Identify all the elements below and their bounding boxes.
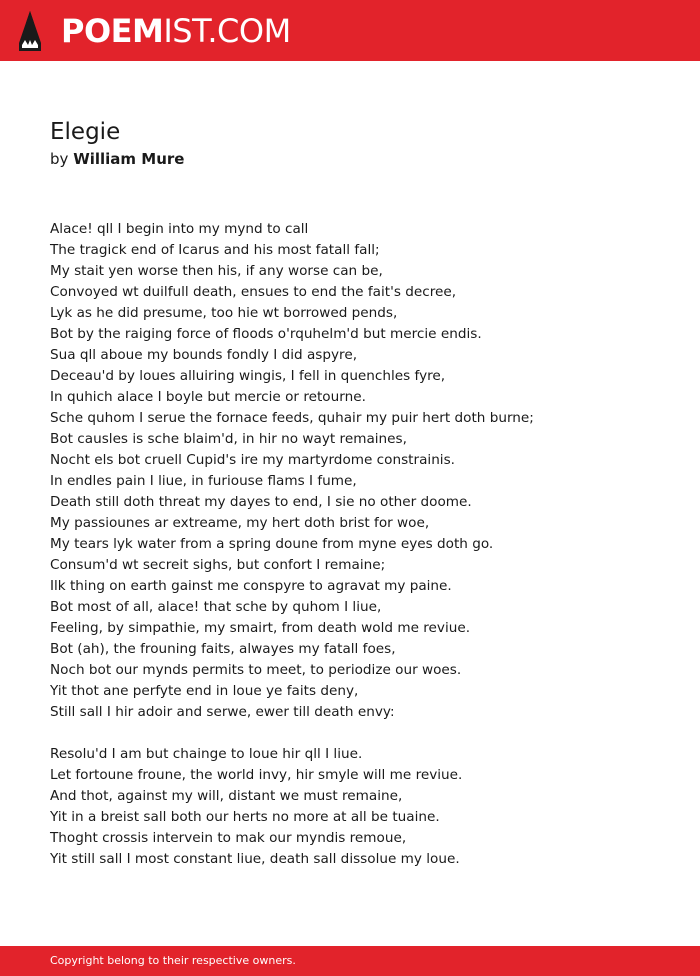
poem-line: Feeling, by simpathie, my smairt, from death wold me reviue. [50, 620, 471, 636]
poem-line: Convoyed wt duilfull death, ensues to end the fait's decree, [50, 284, 457, 300]
stanza [50, 744, 670, 870]
poem-line: Sche quhom I serue the fornace feeds, quhair my puir hert doth burne; [50, 410, 534, 426]
poem-line: My passiounes ar extreame, my hert doth brist for woe, [50, 515, 430, 531]
poem-line: Alace! qll I begin into my mynd to call [50, 221, 309, 237]
poem-line: Yit thot ane perfyte end in loue ye faits deny, [50, 683, 359, 699]
poem-title: Elegie [50, 119, 121, 145]
poem-line: Thoght crossis intervein to mak our myndis remoue, [50, 830, 407, 846]
poem-byline [50, 149, 184, 169]
poem-line: Bot by the raiging force of floods o'rquhelm'd but mercie endis. [50, 326, 482, 342]
pencil-tip-icon [17, 10, 43, 52]
site-footer [0, 946, 700, 976]
logo-light-text: IST.COM [163, 12, 291, 50]
poem-line: Let fortoune froune, the world invy, hir smyle will me reviue. [50, 767, 463, 783]
poem-line: In quhich alace I boyle but mercie or retourne. [50, 389, 366, 405]
poem-line: Bot causles is sche blaim'd, in hir no wayt remaines, [50, 431, 407, 447]
poem-line: My tears lyk water from a spring doune from myne eyes doth go. [50, 536, 494, 552]
poem-line: My stait yen worse then his, if any worse can be, [50, 263, 383, 279]
poem-line: Death still doth threat my dayes to end, I sie no other doome. [50, 494, 472, 510]
poem-line: Bot (ah), the frouning faits, alwayes my fatall foes, [50, 641, 396, 657]
poem-body [50, 219, 670, 891]
poem-line: The tragick end of Icarus and his most fatall fall; [50, 242, 380, 258]
poem-line: Nocht els bot cruell Cupid's ire my martyrdome constrainis. [50, 452, 455, 468]
poem-line: Yit still sall I most constant liue, death sall dissolue my loue. [50, 851, 460, 867]
poem-line: Consum'd wt secreit sighs, but confort I remaine; [50, 557, 386, 573]
logo-bold-text: POEM [61, 12, 164, 50]
poem-line: Yit in a breist sall both our herts no more at all be tuaine. [50, 809, 440, 825]
poem-line: In endles pain I liue, in furiouse flams I fume, [50, 473, 357, 489]
site-header [0, 0, 700, 61]
copyright-text: Copyright belong to their respective owners. [50, 954, 296, 967]
poem-line: Noch bot our mynds permits to meet, to periodize our woes. [50, 662, 462, 678]
poem-line: Deceau'd by loues alluiring wingis, I fell in quenchles fyre, [50, 368, 446, 384]
stanza [50, 219, 670, 723]
site-logo-link[interactable] [61, 11, 291, 51]
poem-line: Still sall I hir adoir and serwe, ewer till death envy: [50, 704, 395, 720]
poem-line: Bot most of all, alace! that sche by quhom I liue, [50, 599, 382, 615]
poem-line: Sua qll aboue my bounds fondly I did aspyre, [50, 347, 358, 363]
poem-line: And thot, against my will, distant we must remaine, [50, 788, 403, 804]
poem-line: Resolu'd I am but chainge to loue hir qll I liue. [50, 746, 363, 762]
poem-line: Lyk as he did presume, too hie wt borrowed pends, [50, 305, 398, 321]
poem-author: William Mure [73, 150, 185, 168]
by-label: by [50, 150, 69, 168]
poem-line: Ilk thing on earth gainst me conspyre to agravat my paine. [50, 578, 452, 594]
